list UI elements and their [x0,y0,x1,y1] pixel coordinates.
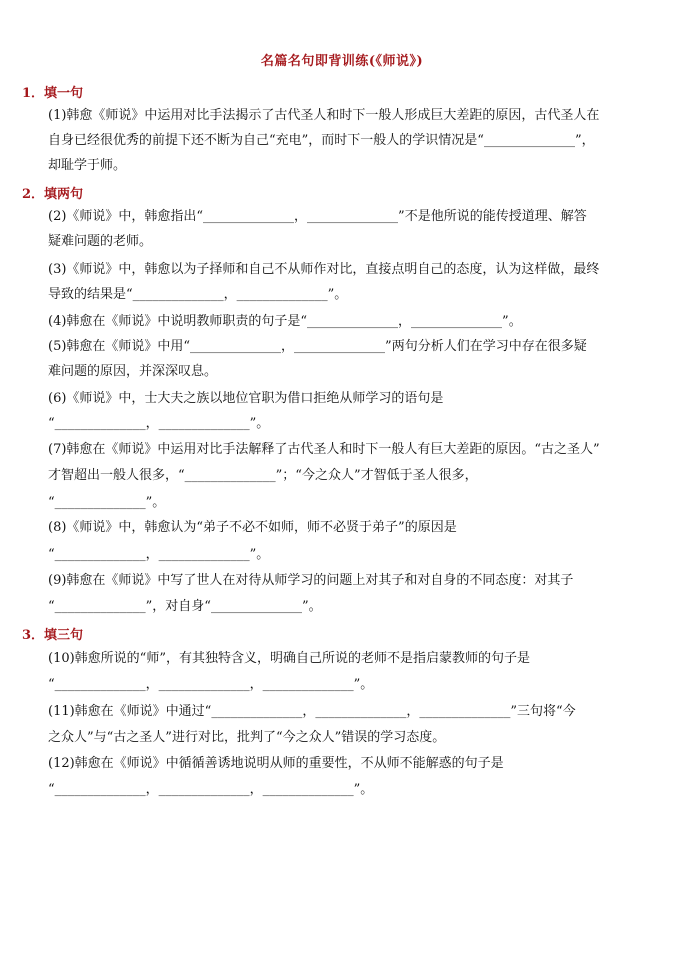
question-line: “______________，______________，______________”。 [48,677,374,692]
question-line: 之众人”与“古之圣人”进行对比，批判了“今之众人”错误的学习态度。 [48,730,446,745]
question-line: (7)韩愈在《师说》中运用对比手法解释了古代圣人和时下一般人有巨大差距的原因。“古之圣人” [48,442,600,457]
question-line: (10)韩愈所说的“师”，有其独特含义，明确自己所说的老师不是指启蒙教师的句子是 [48,651,530,666]
question-line: “______________，______________，______________”。 [48,782,374,797]
question-line: 疑难问题的老师。 [48,234,153,249]
question-line: 自身已经很优秀的前提下还不断为自己“充电”，而时下一般人的学识情况是“______________”， [48,133,595,148]
document-title: 名篇名句即背训练(《师说》) [260,54,424,69]
question-line: 难问题的原因，并深深叹息。 [48,364,218,379]
question-line: “______________，______________”。 [48,416,270,431]
question-line: (12)韩愈在《师说》中循循善诱地说明从师的重要性，不从师不能解惑的句子是 [48,756,504,771]
question-line: “______________”，对自身“______________”。 [48,599,322,614]
question-line: 却耻学于师。 [48,158,127,173]
question-line: (1)韩愈《师说》中运用对比手法揭示了古代圣人和时下一般人形成巨大差距的原因，古代圣人在 [48,108,600,123]
question-line: 才智超出一般人很多，“______________”；“今之众人”才智低于圣人很多， [48,468,478,483]
question-line: (9)韩愈在《师说》中写了世人在对待从师学习的问题上对其子和对自身的不同态度：对其子 [48,573,574,588]
question-line: 导致的结果是“______________，______________”。 [48,287,348,302]
section-heading-2: 2．填两句 [22,187,84,202]
question-line: (6)《师说》中，士大夫之族以地位官职为借口拒绝从师学习的语句是 [48,391,444,406]
section-heading-3: 3．填三句 [22,628,84,643]
question-line: (11)韩愈在《师说》中通过“______________，______________，______________”三句将“今 [48,704,576,719]
question-line: (5)韩愈在《师说》中用“______________，______________”两句分析人们在学习中存在很多疑 [48,339,587,354]
question-line: (3)《师说》中，韩愈以为子择师和自己不从师作对比，直接点明自己的态度，认为这样做，最终 [48,262,600,277]
question-line: (2)《师说》中，韩愈指出“______________，______________”不是他所说的能传授道理、解答 [48,209,587,224]
question-line: “______________，______________”。 [48,547,270,562]
question-line: “______________”。 [48,495,166,510]
question-line: (8)《师说》中，韩愈认为“弟子不必不如师，师不必贤于弟子”的原因是 [48,520,457,535]
section-heading-1: 1．填一句 [22,86,84,101]
question-line: (4)韩愈在《师说》中说明教师职责的句子是“______________，______________”。 [48,314,522,329]
